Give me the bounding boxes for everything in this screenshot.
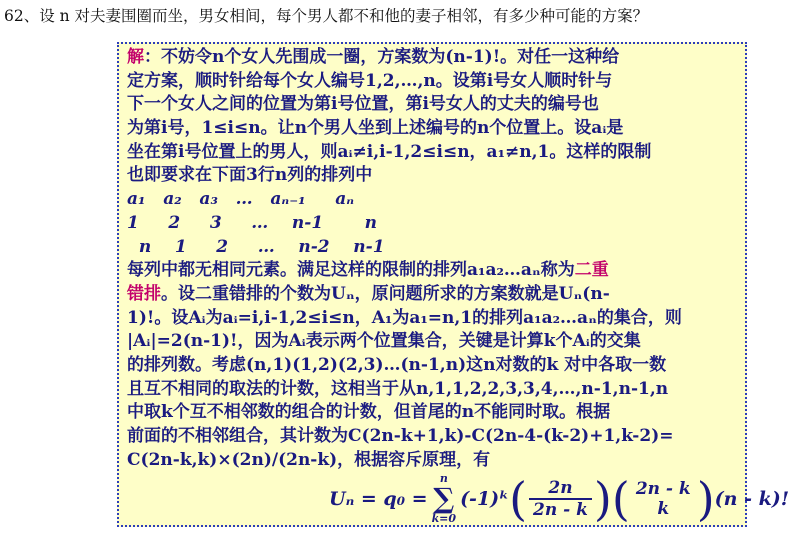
solution-line-11: 的排列数。考虑(n,1)(1,2)(2,3)…(n-1,n)这n对数的k 对中各取一数 xyxy=(127,354,667,375)
solution-line-7-text: 每列中都无相同元素。满足这样的限制的排列a₁a₂…aₙ称为 xyxy=(127,260,575,281)
solution-line-4: 为第i号，1≤i≤n。让n个男人坐到上述编号的n个位置上。设aᵢ是 xyxy=(127,118,624,139)
summation xyxy=(432,473,457,525)
solution-line-12: 且互不相同的取法的计数，这相当于从n,1,1,2,2,3,3,4,…,n-1,n-1,n xyxy=(127,378,669,399)
term-double-derangement-part2: 错排 xyxy=(127,283,161,304)
fraction-denominator: 2n - k xyxy=(533,499,588,520)
matrix-row-3: n 1 2 … n-2 n-1 xyxy=(127,236,385,257)
solution-line-5: 坐在第i号位置上的男人，则aᵢ≠i,i-1,2≤i≤n，a₁≠n,1。这样的限制 xyxy=(127,141,652,162)
matrix-row-1: a₁ a₂ a₃ … aₙ₋₁ aₙ xyxy=(127,189,355,210)
solution-line-1-text: ：不妨令n个女人先围成一圈，方案数为(n-1)!。对任一这种给 xyxy=(144,47,620,67)
formula-lhs: Uₙ = q₀ = xyxy=(329,488,428,510)
term-double-derangement-part1: 二重 xyxy=(574,260,609,281)
sum-lower-limit: k=0 xyxy=(431,512,457,525)
binomial xyxy=(632,479,695,519)
sum-sign: ∑ xyxy=(433,482,455,515)
sum-upper-limit: n xyxy=(439,472,448,485)
left-paren: ( xyxy=(509,472,528,526)
solution-line-9: 1)!。设Aᵢ为aᵢ=i,i-1,2≤i≤n，A₁为a₁=n,1的排列a₁a₂…aₙ的集合，则 xyxy=(127,307,682,328)
solution-line-15: C(2n-k,k)×(2n)/(2n-k)，根据容斥原理，有 xyxy=(127,449,491,470)
binom-right-paren: ) xyxy=(696,472,715,526)
binomial-top: 2n - k xyxy=(635,479,691,499)
solution-line-6: 也即要求在下面3行n列的排列中 xyxy=(127,165,373,186)
solution-line-10: |Aᵢ|=2(n-1)!，因为Aᵢ表示两个位置集合，关键是计算k个Aᵢ的交集 xyxy=(127,331,641,352)
solution-line-8-text: 。设二重错排的个数为Uₙ，原问题所求的方案数就是Uₙ(n- xyxy=(161,283,610,304)
fraction-numerator: 2n xyxy=(548,478,573,499)
solution-line-1 xyxy=(127,46,741,70)
solution-label: 解 xyxy=(127,47,144,67)
binomial-bottom: k xyxy=(657,499,670,519)
solution-line-13: 中取k个互不相邻数的组合的计数，但首尾的n不能同时取。根据 xyxy=(127,402,611,423)
binom-left-paren: ( xyxy=(611,472,630,526)
solution-line-3: 下一个女人之间的位置为第i号位置，第i号女人的丈夫的编号也 xyxy=(127,94,599,115)
inclusion-exclusion-formula xyxy=(329,472,789,526)
solution-line-2: 定方案，顺时针给每个女人编号1,2,…,n。设第i号女人顺时针与 xyxy=(127,70,613,91)
solution-panel xyxy=(117,42,789,527)
solution-line-14: 前面的不相邻组合，其计数为C(2n-k+1,k)-C(2n-4-(k-2)+1,k-2)= xyxy=(127,426,674,446)
solution-line-7 xyxy=(127,259,741,283)
matrix-row-2: 1 2 3 … n-1 n xyxy=(127,212,377,233)
solution-line-8 xyxy=(127,283,741,307)
sign-term: (-1)ᵏ xyxy=(460,488,510,510)
right-paren: ) xyxy=(593,472,612,526)
formula-tail: (n - k)! xyxy=(714,488,789,510)
question-text: 62、设 n 对夫妻围圈而坐，男女相间，每个男人都不和他的妻子相邻，有多少种可能的方案？ xyxy=(4,7,649,25)
fraction xyxy=(529,478,592,520)
